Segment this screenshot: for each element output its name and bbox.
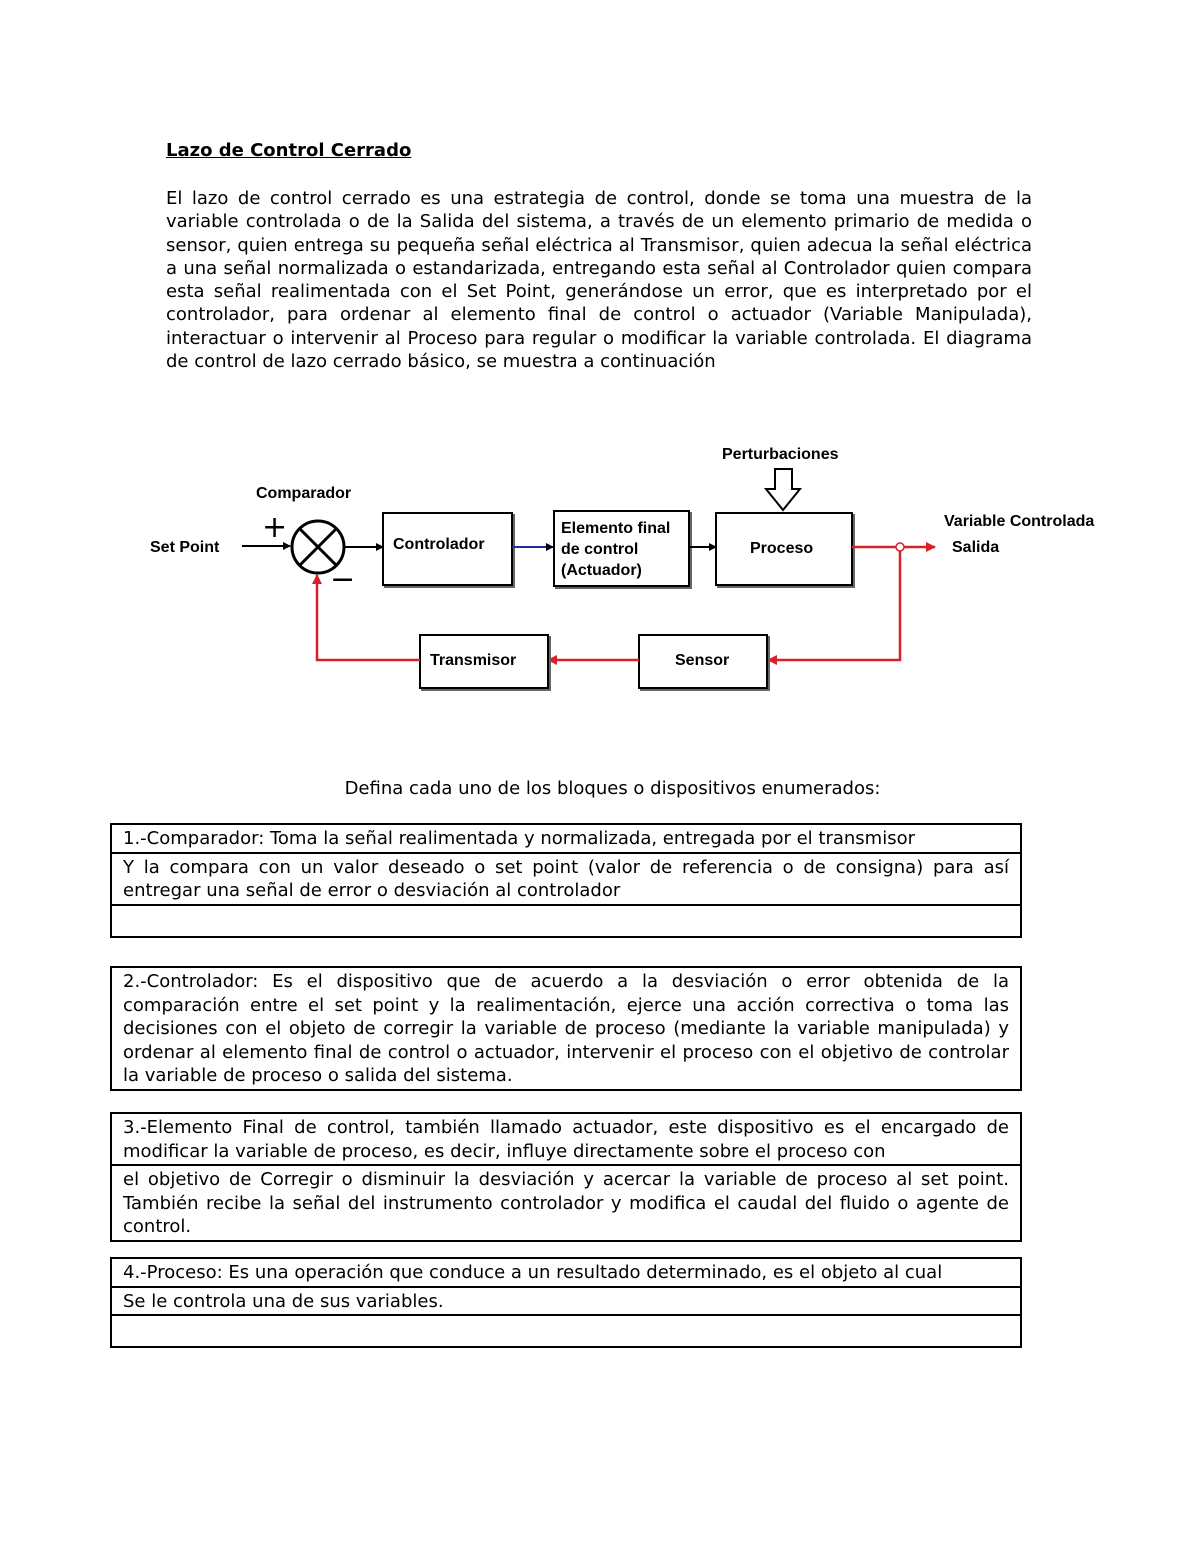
proceso-label: Proceso <box>750 540 814 557</box>
takeoff-point <box>896 543 904 551</box>
variable-controlada-label: Variable Controlada <box>944 513 1095 530</box>
plus-sign: + <box>262 510 288 545</box>
definition-table-3 <box>110 1112 1022 1242</box>
definition-1-row-1: 1.-Comparador: Toma la señal realimentada y normalizada, entregada por el transmisor <box>111 824 1021 853</box>
comparador-label: Comparador <box>256 485 352 502</box>
definition-4-row-2: Se le controla una de sus variables. <box>111 1287 1021 1316</box>
elemento-final-label-2: de control <box>561 541 639 558</box>
definition-1-row-2: Y la compara con un valor deseado o set point (valor de referencia o de consigna) para así entregar una señal de error o desviación al controlador <box>111 853 1021 905</box>
elemento-final-label-3: (Actuador) <box>561 562 642 579</box>
transmisor-label: Transmisor <box>430 652 517 669</box>
minus-sign: − <box>330 562 356 597</box>
elemento-final-label-1: Elemento final <box>561 520 671 537</box>
definition-4-row-1: 4.-Proceso: Es una operación que conduce a un resultado determinado, es el objeto al cual <box>111 1258 1021 1287</box>
definition-1-row-3 <box>111 905 1021 937</box>
disturbance-arrow <box>766 469 800 510</box>
salida-label: Salida <box>952 539 1000 556</box>
controlador-label: Controlador <box>393 536 485 553</box>
definition-3-row-1: 3.-Elemento Final de control, también llamado actuador, este dispositivo es el encargado de modificar la variable de proceso, es decir, influye directamente sobre el proceso con <box>111 1113 1021 1165</box>
intro-paragraph: El lazo de control cerrado es una estrategia de control, donde se toma una muestra de la variable controlada o de la Salida del sistema, a través de un elemento primario de medida o sensor, quien entrega su pequeña señal eléctrica al Transmisor, quien adecua la señal eléctrica a una señal normalizada o estandarizada, entregando esta señal al Controlador quien compara esta señal realimentada con el Set Point, generándose un error, que es interpretado por el controlador, para ordenar al elemento final de control o actuador (Variable Manipulada), interactuar o intervenir al Proceso para regular o modificar la variable controlada. El diagrama de control de lazo cerrado básico, se muestra a continuación <box>166 188 1032 373</box>
definition-4-row-3 <box>111 1315 1021 1347</box>
sensor-label: Sensor <box>675 652 730 669</box>
closed-loop-diagram <box>140 430 1140 710</box>
definition-3-row-2: el objetivo de Corregir o disminuir la desviación y acercar la variable de proceso al set point. También recibe la señal del instrumento controlador y modifica el caudal del fluido o agente de control. <box>111 1165 1021 1241</box>
definition-table-2 <box>110 966 1022 1091</box>
definition-table-1 <box>110 823 1022 938</box>
definitions-prompt: Defina cada uno de los bloques o dispositivos enumerados: <box>344 778 881 799</box>
definition-2-row-1: 2.-Controlador: Es el dispositivo que de acuerdo a la desviación o error obtenida de la comparación entre el set point y la realimentación, ejerce una acción correctiva o toma las decisiones con el objeto de corregir la variable de proceso (mediante la variable manipulada) y ordenar al elemento final de control o actuador, intervenir el proceso con el objetivo de controlar la variable de proceso o salida del sistema. <box>111 967 1021 1090</box>
page-title: Lazo de Control Cerrado <box>166 140 412 161</box>
perturbaciones-label: Perturbaciones <box>722 446 839 463</box>
set-point-label: Set Point <box>150 539 220 556</box>
definition-table-4 <box>110 1257 1022 1348</box>
